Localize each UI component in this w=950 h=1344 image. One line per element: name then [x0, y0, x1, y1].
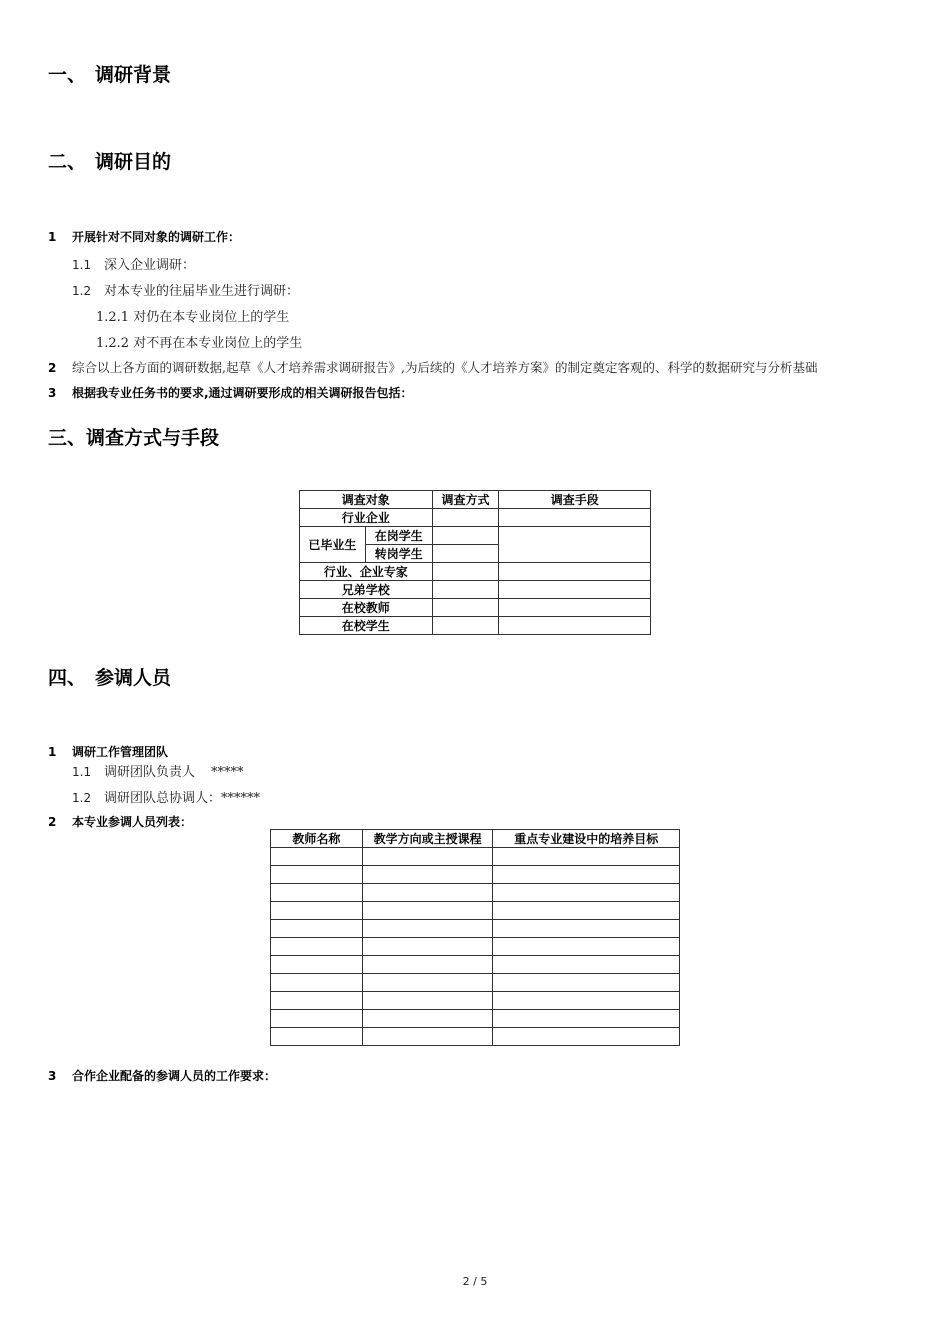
personnel-item-1-1: 1.1 调研团队负责人 *****: [72, 765, 244, 780]
survey-method-table: [299, 490, 651, 635]
header-cell: 调查方式: [432, 491, 499, 509]
table-row: [271, 1010, 680, 1028]
table-row: [300, 509, 651, 527]
table-row: [300, 617, 651, 635]
table-cell: 在校教师: [300, 599, 433, 617]
page-number: 2 / 5: [462, 1275, 488, 1288]
section-4-title: 参调人员: [95, 667, 172, 689]
header-cell: 重点专业建设中的培养目标: [493, 830, 680, 848]
section-3-heading: [48, 423, 219, 450]
table-row: [271, 920, 680, 938]
table-row: [271, 830, 680, 848]
personnel-item-1: 1 调研工作管理团队: [48, 745, 169, 759]
table-row: [300, 563, 651, 581]
section-1-number: 一、: [48, 64, 87, 86]
personnel-item-1-2: 1.2 调研团队总协调人：******: [72, 791, 261, 806]
table-row: [271, 848, 680, 866]
purpose-item-1: 1 开展针对不同对象的调研工作：: [48, 230, 241, 244]
section-4-heading: [48, 663, 171, 690]
table-row: [271, 884, 680, 902]
table-cell: 行业、企业专家: [300, 563, 433, 581]
table-row: [300, 581, 651, 599]
table-cell: 已毕业生: [300, 527, 366, 563]
header-cell: 教学方向或主授课程: [362, 830, 493, 848]
personnel-item-3: 3 合作企业配备的参调人员的工作要求：: [48, 1069, 277, 1083]
staff-table: [270, 829, 680, 1046]
section-3-title: 三、调查方式与手段: [48, 427, 220, 449]
table-row: [271, 866, 680, 884]
table-row: [271, 974, 680, 992]
table-row: [271, 938, 680, 956]
section-1-title: 调研背景: [95, 64, 172, 86]
purpose-item-1-2-1: 1.2.1 对仍在本专业岗位上的学生: [96, 310, 290, 325]
section-4-number: 四、: [48, 667, 87, 689]
purpose-item-1-2: 1.2 对本专业的往届毕业生进行调研：: [72, 284, 300, 299]
header-cell: 调查手段: [499, 491, 651, 509]
header-cell: 教师名称: [271, 830, 363, 848]
header-cell: 调查对象: [300, 491, 433, 509]
table-row: [271, 902, 680, 920]
purpose-item-1-1: 1.1 深入企业调研：: [72, 258, 196, 273]
table-row: [300, 599, 651, 617]
purpose-item-3: 3 根据我专业任务书的要求,通过调研要形成的相关调研报告包括：: [48, 386, 413, 400]
section-2-heading: [48, 147, 171, 174]
table-cell: 兄弟学校: [300, 581, 433, 599]
section-2-title: 调研目的: [95, 151, 172, 173]
table-cell: 在岗学生: [365, 527, 432, 545]
table-row: [271, 1028, 680, 1046]
purpose-item-2: 2 综合以上各方面的调研数据,起草《人才培养需求调研报告》,为后续的《人才培养方案》的制定奠定客观的、科学的数据研究与分析基础: [48, 360, 818, 375]
table-row: [271, 956, 680, 974]
table-cell: 行业企业: [300, 509, 433, 527]
table-row: [300, 527, 651, 545]
table-cell: 转岗学生: [365, 545, 432, 563]
purpose-item-1-2-2: 1.2.2 对不再在本专业岗位上的学生: [96, 336, 303, 351]
table-row: [300, 491, 651, 509]
section-1-heading: [48, 60, 171, 87]
personnel-item-2: 2 本专业参调人员列表：: [48, 815, 193, 829]
table-row: [271, 992, 680, 1010]
table-cell: 在校学生: [300, 617, 433, 635]
section-2-number: 二、: [48, 151, 87, 173]
